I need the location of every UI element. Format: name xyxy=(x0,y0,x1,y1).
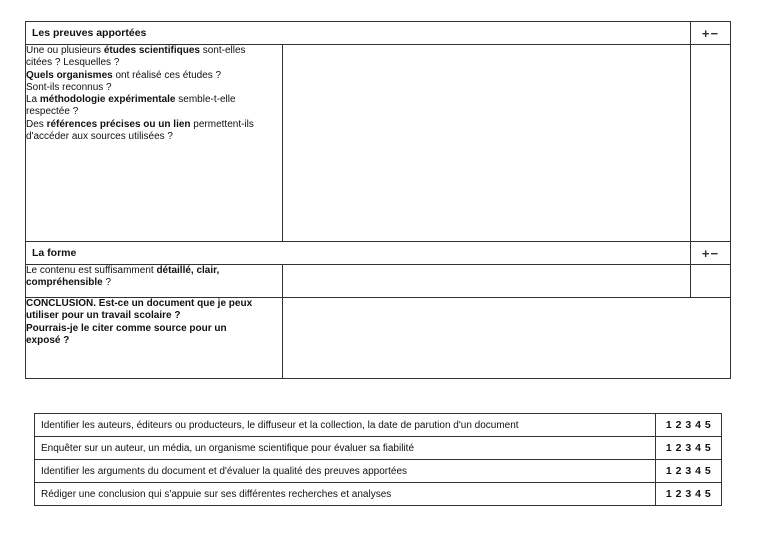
rating-cell-preuves[interactable] xyxy=(691,45,731,242)
text: sont-elles xyxy=(199,45,246,56)
skill-row xyxy=(35,483,722,506)
text: d'accéder aux sources utilisées ? xyxy=(26,131,173,143)
text: Sont-ils reconnus ? xyxy=(26,81,112,93)
text: Le contenu est suffisamment xyxy=(26,265,157,276)
question-line xyxy=(26,57,282,69)
text: ont réalisé ces études ? xyxy=(112,69,222,81)
answer-cell-conclusion[interactable] xyxy=(283,298,731,379)
text: Des xyxy=(26,118,47,130)
plus-minus-rating[interactable]: +− xyxy=(691,242,731,265)
evaluation-grid xyxy=(25,21,731,379)
answer-cell-preuves[interactable] xyxy=(283,45,691,242)
bold-text: méthodologie expérimentale xyxy=(39,94,176,106)
question-line xyxy=(26,323,282,335)
text: semble-t-elle xyxy=(175,94,236,106)
question-line xyxy=(26,310,282,322)
skill-row xyxy=(35,437,722,460)
bold-text: références précises ou un lien xyxy=(46,118,191,130)
question-line xyxy=(26,265,282,277)
answer-cell-forme[interactable] xyxy=(283,265,691,298)
text: Une ou plusieurs xyxy=(26,45,104,56)
question-line xyxy=(26,94,282,106)
bold-text: utiliser pour un travail scolaire ? xyxy=(26,310,181,322)
section-title-preuves: Les preuves apportées xyxy=(26,22,691,45)
bold-text: détaillé, clair, xyxy=(156,265,220,276)
bold-text: Pourrais-je le citer comme source pour un xyxy=(26,322,227,334)
bold-text: CONCLUSION. Est-ce un document que je peux xyxy=(26,298,253,309)
question-line xyxy=(26,70,282,82)
bold-text: études scientifiques xyxy=(103,45,200,56)
skill-label: Identifier les arguments du document et d'évaluer la qualité des preuves apportées xyxy=(35,460,656,483)
skill-label: Enquêter sur un auteur, un média, un organisme scientifique pour évaluer sa fiabilité xyxy=(35,437,656,460)
text: respectée ? xyxy=(26,106,79,118)
text: permettent-ils xyxy=(190,118,254,130)
bold-text: exposé ? xyxy=(26,334,70,346)
question-line xyxy=(26,335,282,347)
bold-text: compréhensible xyxy=(26,277,103,289)
skill-scale[interactable]: 1 2 3 4 5 xyxy=(656,414,722,437)
section-header-forme xyxy=(26,242,731,265)
row-conclusion xyxy=(26,298,731,379)
question-line xyxy=(26,119,282,131)
text: ? xyxy=(102,277,112,289)
text: La xyxy=(26,94,40,106)
bold-text: Quels organismes xyxy=(26,69,113,81)
question-cell-preuves xyxy=(26,45,283,242)
skill-row xyxy=(35,460,722,483)
skill-label: Rédiger une conclusion qui s'appuie sur ses différentes recherches et analyses xyxy=(35,483,656,506)
row-preuves xyxy=(26,45,731,242)
skill-scale[interactable]: 1 2 3 4 5 xyxy=(656,437,722,460)
section-title-forme: La forme xyxy=(26,242,691,265)
question-line xyxy=(26,277,282,289)
question-cell-conclusion xyxy=(26,298,283,379)
section-header-preuves xyxy=(26,22,731,45)
rating-cell-forme[interactable] xyxy=(691,265,731,298)
question-line xyxy=(26,131,282,143)
question-cell-forme xyxy=(26,265,283,298)
question-line xyxy=(26,106,282,118)
skill-scale[interactable]: 1 2 3 4 5 xyxy=(656,460,722,483)
row-forme xyxy=(26,265,731,298)
question-line xyxy=(26,298,282,310)
skill-row xyxy=(35,414,722,437)
skills-self-assessment xyxy=(34,413,722,506)
skill-scale[interactable]: 1 2 3 4 5 xyxy=(656,483,722,506)
skill-label: Identifier les auteurs, éditeurs ou producteurs, le diffuseur et la collection, la date de parution d'un document xyxy=(35,414,656,437)
plus-minus-rating[interactable]: +− xyxy=(691,22,731,45)
question-line xyxy=(26,45,282,57)
text: citées ? Lesquelles ? xyxy=(26,57,120,69)
question-line xyxy=(26,82,282,94)
